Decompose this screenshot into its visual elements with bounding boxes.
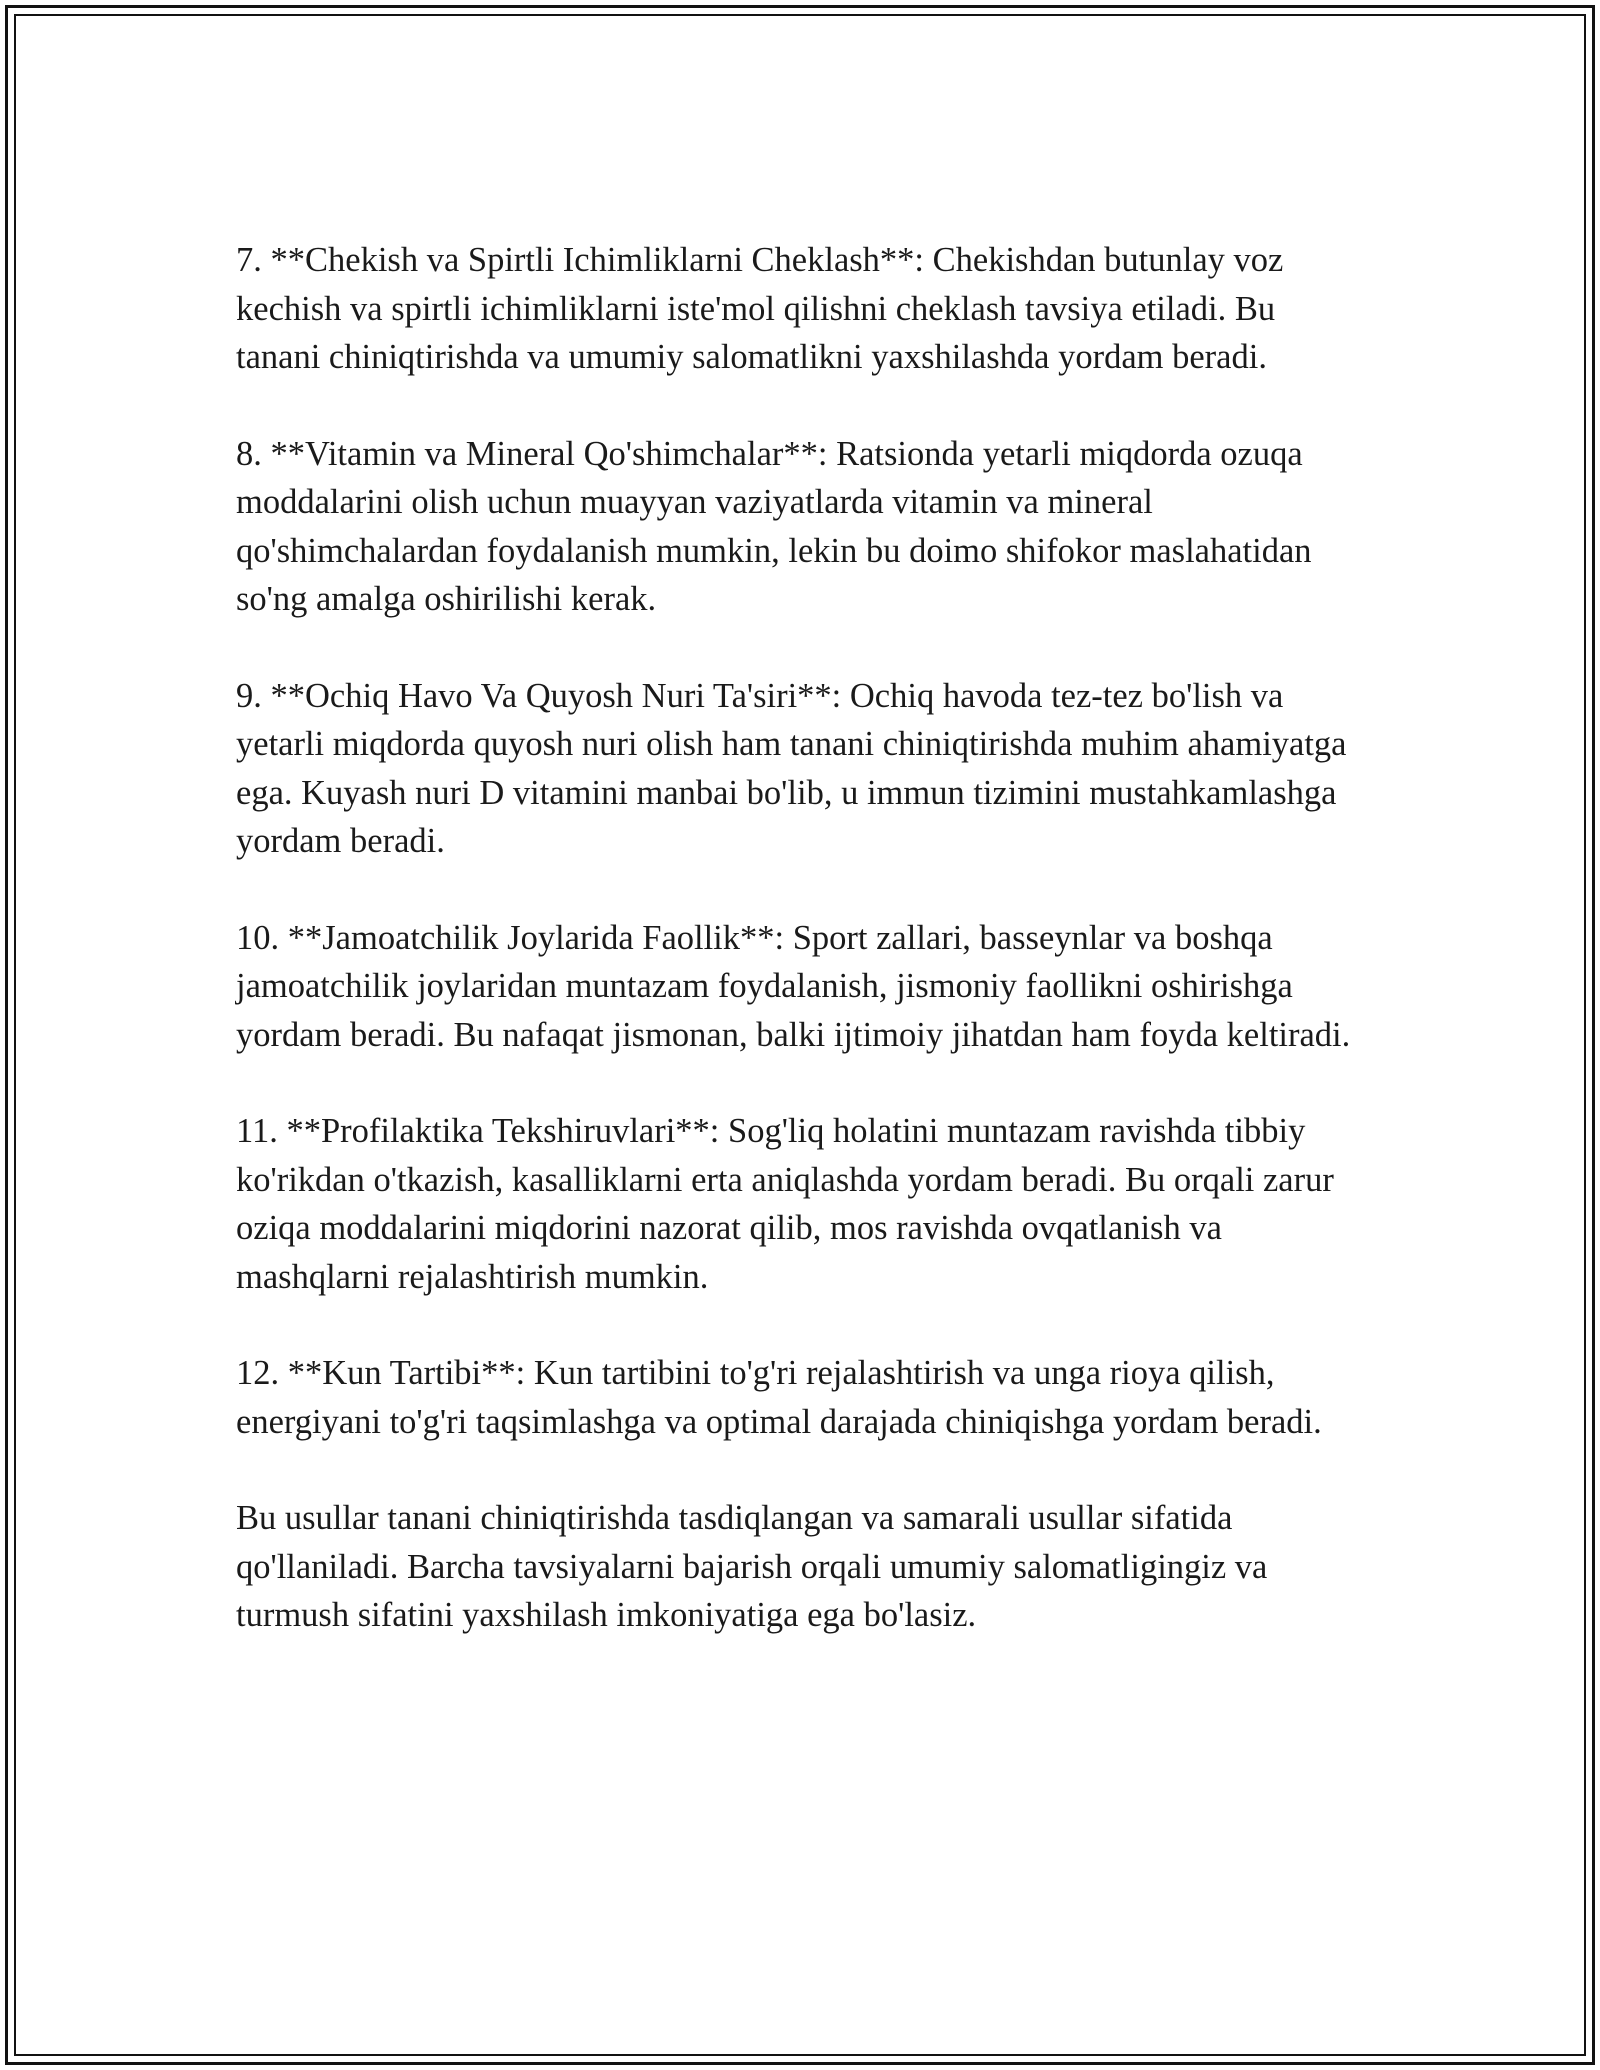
paragraph-item-12: 12. **Kun Tartibi**: Kun tartibini to'g'ri rejalashtirish va unga rioya qilish, energiyani to'g'ri taqsimlashga va optimal darajada chiniqishga yordam beradi. bbox=[236, 1354, 1322, 1441]
document-body bbox=[236, 236, 1366, 1688]
paragraph-item-7: 7. **Chekish va Spirtli Ichimliklarni Cheklash**: Chekishdan butunlay voz kechish va spirtli ichimliklarni iste'mol qilishni cheklash tavsiya etiladi. Bu tanani chiniqtirishda va umumiy salomatlikni yaxshilashda yordam beradi. bbox=[236, 241, 1284, 376]
paragraph-item-8: 8. **Vitamin va Mineral Qo'shimchalar**: Ratsionda yetarli miqdorda ozuqa moddalarini olish uchun muayyan vaziyatlarda vitamin va mineral qo'shimchalardan foydalanish mumkin, lekin bu doimo shifokor maslahatidan so'ng amalga oshirilishi kerak. bbox=[236, 434, 1312, 618]
paragraph-item-9: 9. **Ochiq Havo Va Quyosh Nuri Ta'siri**: Ochiq havoda tez-tez bo'lish va yetarli miqdorda quyosh nuri olish ham tanani chiniqtirishda muhim ahamiyatga ega. Kuyash nuri D vitamini manbai bo'lib, u immun tizimini mustahkamlashga yordam beradi. bbox=[236, 676, 1347, 860]
paragraph-item-11: 11. **Profilaktika Tekshiruvlari**: Sog'liq holatini muntazam ravishda tibbiy ko'rikdan o'tkazish, kasalliklarni erta aniqlashda yordam beradi. Bu orqali zarur oziqa moddalarini miqdorini nazorat qilib, mos ravishda ovqatlanish va mashqlarni rejalashtirish mumkin. bbox=[236, 1112, 1334, 1296]
paragraph-conclusion: Bu usullar tanani chiniqtirishda tasdiqlangan va samarali usullar sifatida qo'llaniladi. Barcha tavsiyalarni bajarish orqali umumiy salomatligingiz va turmush sifatini yaxshilash imkoniyatiga ega bo'lasiz. bbox=[236, 1499, 1268, 1634]
paragraph-item-10: 10. **Jamoatchilik Joylarida Faollik**: Sport zallari, basseynlar va boshqa jamoatchilik joylaridan muntazam foydalanish, jismoniy faollikni oshirishga yordam beradi. Bu nafaqat jismonan, balki ijtimoiy jihatdan ham foyda keltiradi. bbox=[236, 918, 1351, 1054]
